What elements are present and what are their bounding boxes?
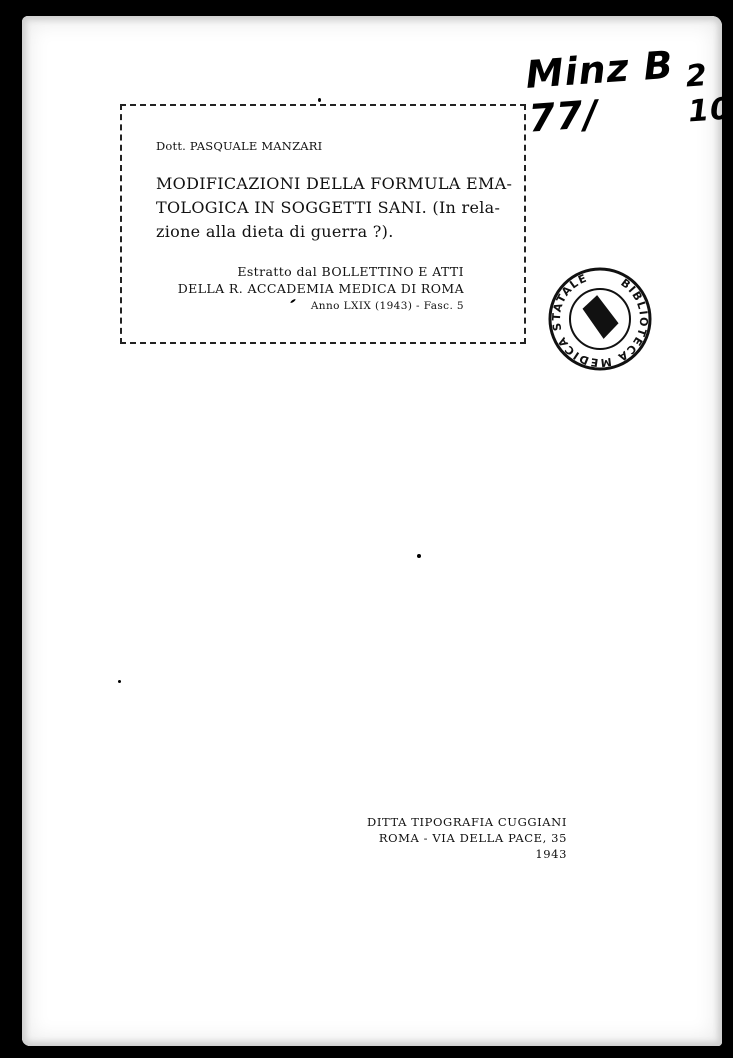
extract-line: Estratto dal BOLLETTINO E ATTI [237,264,464,279]
printer-name: DITTA TIPOGRAFIA CUGGIANI [367,815,567,829]
printer-address: ROMA - VIA DELLA PACE, 35 [378,831,567,845]
title-line: zione alla dieta di guerra ?). [156,222,394,241]
extract-issue: Anno LXIX (1943) - Fasc. 5 [310,300,464,312]
speckle [118,680,121,683]
printer-year: 1943 [535,847,567,861]
title-line: TOLOGICA IN SOGGETTI SANI. (In rela- [156,198,501,217]
stamp-text: BIBLIOTECA MEDICA STATALE [549,271,651,370]
extract-info [178,263,464,315]
handwritten-shelfmark: Minz B 77/ [524,42,676,141]
title-line: MODIFICAZIONI DELLA FORMULA EMA- [156,174,513,193]
speckle [318,98,321,102]
handwritten-number: 2 10 [684,58,733,130]
extract-line: DELLA R. ACCADEMIA MEDICA DI ROMA [177,281,464,296]
document-page [22,16,733,1046]
article-title [156,172,516,244]
author: Dott. PASQUALE MANZARI [156,139,323,153]
library-stamp [547,266,653,372]
printer-info [367,814,567,862]
stamp-emblem [578,293,623,341]
speckle [417,554,421,558]
